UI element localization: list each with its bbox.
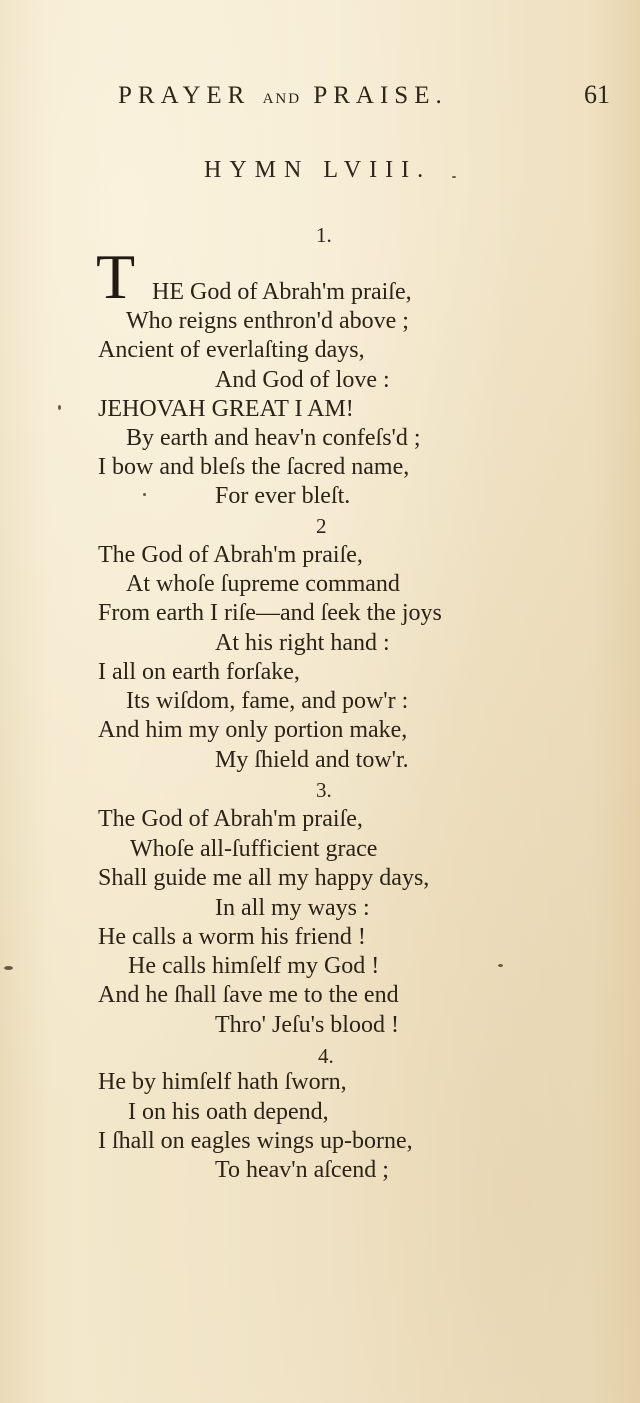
verse-line: I on his oath depend, xyxy=(128,1099,329,1125)
verse-line: JEHOVAH GREAT I AM! xyxy=(98,396,354,422)
verse-line: In all my ways : xyxy=(215,895,370,921)
verse-line: Thro' Jeſu's blood ! xyxy=(215,1012,399,1038)
verse-line: Shall guide me all my happy days, xyxy=(98,865,430,891)
ink-speck xyxy=(143,493,146,496)
verse-line: I ſhall on eagles wings up-borne, xyxy=(98,1128,413,1154)
verse-line: The God of Abrah'm praiſe, xyxy=(98,806,363,832)
page-number: 61 xyxy=(584,80,610,109)
running-head xyxy=(118,82,448,110)
verse-line: He calls himſelf my God ! xyxy=(128,953,380,979)
stanza-number: 3. xyxy=(316,778,332,802)
verse-line: He by himſelf hath ſworn, xyxy=(98,1069,347,1095)
verse-line: Its wiſdom, fame, and pow'r : xyxy=(126,688,409,714)
hymn-title: HYMN LVIII. xyxy=(204,157,432,183)
running-head-word-2: PRAISE. xyxy=(313,82,448,109)
verse-line: To heav'n aſcend ; xyxy=(215,1157,389,1183)
verse-line: Who reigns enthron'd above ; xyxy=(126,308,409,334)
verse-line: My ſhield and tow'r. xyxy=(215,747,409,773)
verse-line: I all on earth forſake, xyxy=(98,659,300,685)
verse-line: At his right hand : xyxy=(215,630,390,656)
stanza-number: 4. xyxy=(318,1044,334,1068)
ink-speck xyxy=(58,405,61,410)
verse-line: For ever bleſt. xyxy=(215,483,351,509)
verse-line: And him my only portion make, xyxy=(98,717,408,743)
ink-speck xyxy=(498,964,503,967)
verse-line: At whoſe ſupreme command xyxy=(126,571,400,597)
ink-speck xyxy=(4,966,13,970)
verse-line: The God of Abrah'm praiſe, xyxy=(98,542,363,568)
verse-line: And he ſhall ſave me to the end xyxy=(98,982,399,1008)
stanza-number: 2 xyxy=(316,514,327,538)
verse-line: I bow and bleſs the ſacred name, xyxy=(98,454,410,480)
verse-line: Whoſe all-ſufficient grace xyxy=(130,836,378,862)
verse-line: Ancient of everlaſting days, xyxy=(98,337,365,363)
verse-line: And God of love : xyxy=(215,367,390,393)
verse-line: He calls a worm his friend ! xyxy=(98,924,366,950)
drop-cap: T xyxy=(96,241,136,312)
verse-line: HE God of Abrah'm praiſe, xyxy=(152,279,412,305)
ink-speck xyxy=(452,176,456,178)
running-head-word-1: PRAYER xyxy=(118,82,251,109)
running-head-conjunction: AND xyxy=(262,91,302,107)
stanza-number: 1. xyxy=(316,223,332,247)
verse-line: By earth and heav'n confeſs'd ; xyxy=(126,425,421,451)
verse-line: From earth I riſe—and ſeek the joys xyxy=(98,600,442,626)
